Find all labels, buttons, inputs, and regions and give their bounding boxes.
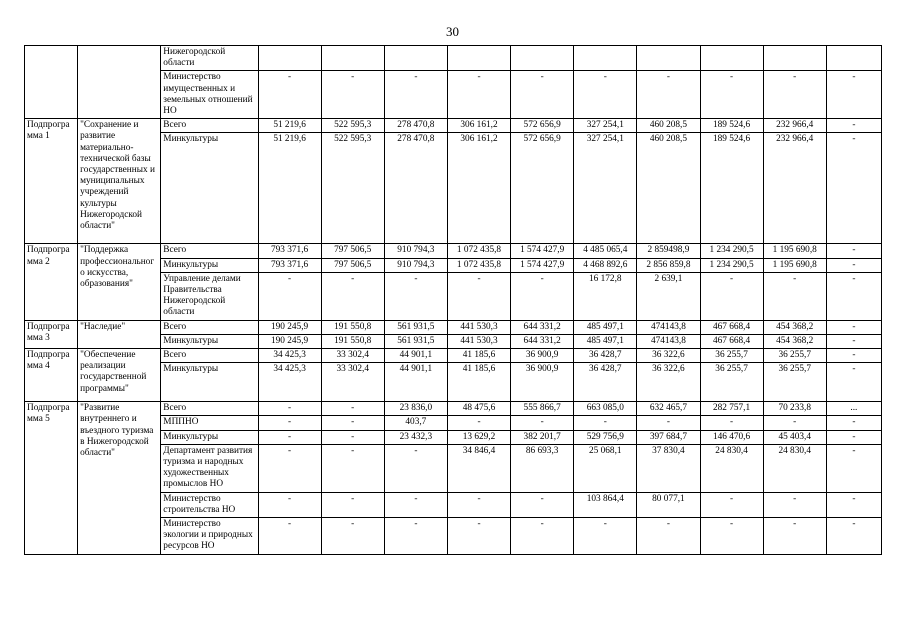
table-row	[25, 119, 882, 133]
table-cell: 70 233,8	[763, 402, 826, 416]
table-cell: -	[826, 363, 881, 402]
table-cell: -	[574, 518, 637, 555]
table-cell: -	[258, 518, 321, 555]
table-cell	[447, 46, 510, 71]
table-cell: 51 219,6	[258, 119, 321, 133]
table-cell: 44 901,1	[384, 363, 447, 402]
table-cell: 41 185,6	[447, 349, 510, 363]
table-cell: -	[511, 272, 574, 320]
table-cell: 16 172,8	[574, 272, 637, 320]
table-cell: 460 208,5	[637, 119, 700, 133]
table-cell: 36 322,6	[637, 363, 700, 402]
table-cell: Всего	[161, 320, 258, 334]
table-cell: 1 195 690,8	[763, 258, 826, 272]
table-cell: 278 470,8	[384, 133, 447, 244]
table-cell: -	[700, 492, 763, 517]
table-cell: Всего	[161, 244, 258, 258]
table-cell: 327 254,1	[574, 119, 637, 133]
table-cell: 36 428,7	[574, 363, 637, 402]
table-cell: 485 497,1	[574, 334, 637, 348]
table-cell: 2 639,1	[637, 272, 700, 320]
table-cell: 41 185,6	[447, 363, 510, 402]
table-cell: 529 756,9	[574, 430, 637, 444]
table-cell: 36 255,7	[763, 363, 826, 402]
table-cell: 190 245,9	[258, 320, 321, 334]
table-cell: -	[763, 71, 826, 119]
table-cell: -	[258, 444, 321, 492]
table-cell: "Наследие"	[78, 320, 161, 348]
table-cell: 644 331,2	[511, 320, 574, 334]
table-cell: -	[321, 272, 384, 320]
table-cell: 474143,8	[637, 320, 700, 334]
table-cell: 1 072 435,8	[447, 244, 510, 258]
table-cell: -	[826, 416, 881, 430]
table-cell: 454 368,2	[763, 334, 826, 348]
table-cell	[511, 46, 574, 71]
table-cell: Минкультуры	[161, 133, 258, 244]
table-cell: 45 403,4	[763, 430, 826, 444]
table-cell: 793 371,6	[258, 244, 321, 258]
table-cell: 24 830,4	[763, 444, 826, 492]
table-cell: -	[826, 133, 881, 244]
table-cell: 561 931,5	[384, 320, 447, 334]
table-cell: -	[637, 518, 700, 555]
table-cell: 327 254,1	[574, 133, 637, 244]
table-cell: 25 068,1	[574, 444, 637, 492]
table-cell: -	[763, 492, 826, 517]
table-cell: 2 859498,9	[637, 244, 700, 258]
table-cell: -	[826, 258, 881, 272]
table-cell: -	[763, 416, 826, 430]
table-cell	[258, 46, 321, 71]
table-cell: -	[384, 272, 447, 320]
table-cell: 306 161,2	[447, 133, 510, 244]
table-cell: Всего	[161, 349, 258, 363]
table-cell	[637, 46, 700, 71]
table-cell: Подпрограмма 4	[25, 349, 78, 402]
table-cell: 460 208,5	[637, 133, 700, 244]
table-cell: Департамент развития туризма и народных художественных промыслов НО	[161, 444, 258, 492]
table-cell: 797 506,5	[321, 244, 384, 258]
table-cell: -	[321, 444, 384, 492]
table-cell: Минкультуры	[161, 430, 258, 444]
table-cell: 4 468 892,6	[574, 258, 637, 272]
table-cell: 36 255,7	[700, 349, 763, 363]
table-cell: -	[826, 334, 881, 348]
table-cell	[700, 46, 763, 71]
table-cell: Всего	[161, 402, 258, 416]
table-cell: -	[826, 349, 881, 363]
table-cell: 103 864,4	[574, 492, 637, 517]
table-cell	[574, 46, 637, 71]
table-cell: -	[826, 492, 881, 517]
table-cell: 36 255,7	[700, 363, 763, 402]
table-cell: -	[321, 416, 384, 430]
table-cell: 36 322,6	[637, 349, 700, 363]
table-cell: 644 331,2	[511, 334, 574, 348]
table-cell: 1 072 435,8	[447, 258, 510, 272]
table-cell: 454 368,2	[763, 320, 826, 334]
table-cell: 522 595,3	[321, 119, 384, 133]
table-cell	[25, 46, 78, 119]
table-cell: -	[447, 272, 510, 320]
table-cell: -	[384, 492, 447, 517]
table-cell: 797 506,5	[321, 258, 384, 272]
table-cell: -	[258, 492, 321, 517]
table-cell: -	[700, 518, 763, 555]
table-cell: -	[384, 444, 447, 492]
table-cell: 36 900,9	[511, 363, 574, 402]
table-cell: 910 794,3	[384, 244, 447, 258]
table-cell: 1 234 290,5	[700, 258, 763, 272]
table-cell: -	[700, 272, 763, 320]
table-cell: -	[826, 518, 881, 555]
table-cell: 4 485 065,4	[574, 244, 637, 258]
table-cell: 34 425,3	[258, 349, 321, 363]
table-cell: 189 524,6	[700, 119, 763, 133]
table-cell	[763, 46, 826, 71]
table-cell: -	[321, 518, 384, 555]
table-cell: 34 425,3	[258, 363, 321, 402]
table-cell: -	[826, 320, 881, 334]
table-cell: 306 161,2	[447, 119, 510, 133]
table-row	[25, 349, 882, 363]
table-cell: "Развитие внутреннего и въездного туризма в Нижегородской области"	[78, 402, 161, 554]
table-cell	[321, 46, 384, 71]
table-cell: 485 497,1	[574, 320, 637, 334]
table-cell: -	[637, 416, 700, 430]
table-cell: Минкультуры	[161, 363, 258, 402]
table-row	[25, 402, 882, 416]
table-cell: 189 524,6	[700, 133, 763, 244]
table-cell: МППНО	[161, 416, 258, 430]
table-cell: -	[384, 518, 447, 555]
table-cell: "Поддержка профессионального искусства, образования"	[78, 244, 161, 320]
table-cell: ...	[826, 402, 881, 416]
table-cell: -	[826, 444, 881, 492]
table-cell: Всего	[161, 119, 258, 133]
table-cell: 2 856 859,8	[637, 258, 700, 272]
table-cell: 86 693,3	[511, 444, 574, 492]
table-cell: 23 836,0	[384, 402, 447, 416]
table-cell: -	[321, 430, 384, 444]
table-cell: Министерство имущественных и земельных отношений НО	[161, 71, 258, 119]
table-cell: 397 684,7	[637, 430, 700, 444]
table-cell: -	[258, 402, 321, 416]
table-cell: -	[826, 272, 881, 320]
table-cell: -	[511, 71, 574, 119]
table-cell: 36 900,9	[511, 349, 574, 363]
table-cell: -	[826, 119, 881, 133]
table-body	[25, 46, 882, 555]
table-cell: 1 574 427,9	[511, 258, 574, 272]
table-cell: -	[258, 272, 321, 320]
table-cell: -	[511, 492, 574, 517]
table-cell: 36 255,7	[763, 349, 826, 363]
table-cell: 910 794,3	[384, 258, 447, 272]
table-cell: 24 830,4	[700, 444, 763, 492]
table-cell: Управление делами Правительства Нижегородской области	[161, 272, 258, 320]
table-cell: "Обеспечение реализации государственной программы"	[78, 349, 161, 402]
table-cell: -	[826, 244, 881, 258]
table-cell: 441 530,3	[447, 334, 510, 348]
table-cell: -	[321, 402, 384, 416]
table-cell: -	[511, 416, 574, 430]
table-cell: 232 966,4	[763, 119, 826, 133]
table-cell: -	[574, 416, 637, 430]
table-cell: 48 475,6	[447, 402, 510, 416]
table-cell: 474143,8	[637, 334, 700, 348]
table-cell: Министерство строительства НО	[161, 492, 258, 517]
page-number: 30	[446, 24, 459, 39]
table-cell: -	[700, 71, 763, 119]
table-row	[25, 244, 882, 258]
table-cell: -	[826, 430, 881, 444]
table-cell: -	[447, 416, 510, 430]
table-cell	[78, 46, 161, 119]
table-cell: Министерство экологии и природных ресурсов НО	[161, 518, 258, 555]
table-cell: 632 465,7	[637, 402, 700, 416]
table-cell: -	[258, 430, 321, 444]
table-cell: 1 234 290,5	[700, 244, 763, 258]
table-cell: Подпрограмма 1	[25, 119, 78, 244]
table-cell: -	[763, 518, 826, 555]
table-cell: 23 432,3	[384, 430, 447, 444]
table-cell: 522 595,3	[321, 133, 384, 244]
table-cell: 282 757,1	[700, 402, 763, 416]
table-cell: 80 077,1	[637, 492, 700, 517]
table-cell: 1 195 690,8	[763, 244, 826, 258]
table-cell: Подпрограмма 3	[25, 320, 78, 348]
table-cell: 37 830,4	[637, 444, 700, 492]
table-cell: Подпрограмма 5	[25, 402, 78, 554]
table-cell: 36 428,7	[574, 349, 637, 363]
table-cell: 793 371,6	[258, 258, 321, 272]
table-cell: -	[321, 492, 384, 517]
budget-table	[24, 45, 882, 555]
table-row	[25, 46, 882, 71]
table-cell: -	[321, 71, 384, 119]
table-cell: 1 574 427,9	[511, 244, 574, 258]
table-cell: -	[637, 71, 700, 119]
table-cell: 232 966,4	[763, 133, 826, 244]
table-cell: 561 931,5	[384, 334, 447, 348]
table-cell: 403,7	[384, 416, 447, 430]
table-cell: 555 866,7	[511, 402, 574, 416]
table-cell: 34 846,4	[447, 444, 510, 492]
table-cell: -	[700, 416, 763, 430]
table-cell: 146 470,6	[700, 430, 763, 444]
table-cell: 33 302,4	[321, 349, 384, 363]
table-cell: Подпрограмма 2	[25, 244, 78, 320]
table-cell: -	[826, 71, 881, 119]
table-cell: 663 085,0	[574, 402, 637, 416]
table-cell: 191 550,8	[321, 320, 384, 334]
table-cell: -	[763, 272, 826, 320]
table-cell	[826, 46, 881, 71]
table-cell: -	[384, 71, 447, 119]
table-row	[25, 320, 882, 334]
table-cell: 572 656,9	[511, 119, 574, 133]
table-cell: 467 668,4	[700, 320, 763, 334]
table-cell: Нижегородской области	[161, 46, 258, 71]
table-cell: Минкультуры	[161, 258, 258, 272]
table-cell	[384, 46, 447, 71]
table-cell: 441 530,3	[447, 320, 510, 334]
table-cell: 33 302,4	[321, 363, 384, 402]
table-cell: 13 629,2	[447, 430, 510, 444]
table-cell: -	[258, 71, 321, 119]
table-cell: "Сохранение и развитие материально-технической базы государственных и муниципальных учреждений культуры Нижегородской области"	[78, 119, 161, 244]
table-cell: 51 219,6	[258, 133, 321, 244]
table-cell: -	[574, 71, 637, 119]
table-cell: 191 550,8	[321, 334, 384, 348]
table-cell: -	[258, 416, 321, 430]
table-cell: 382 201,7	[511, 430, 574, 444]
table-cell: 572 656,9	[511, 133, 574, 244]
table-cell: -	[447, 518, 510, 555]
table-cell: 190 245,9	[258, 334, 321, 348]
table-cell: 278 470,8	[384, 119, 447, 133]
table-cell: 467 668,4	[700, 334, 763, 348]
table-cell: -	[447, 71, 510, 119]
table-cell: -	[511, 518, 574, 555]
table-cell: -	[447, 492, 510, 517]
table-cell: 44 901,1	[384, 349, 447, 363]
table-cell: Минкультуры	[161, 334, 258, 348]
